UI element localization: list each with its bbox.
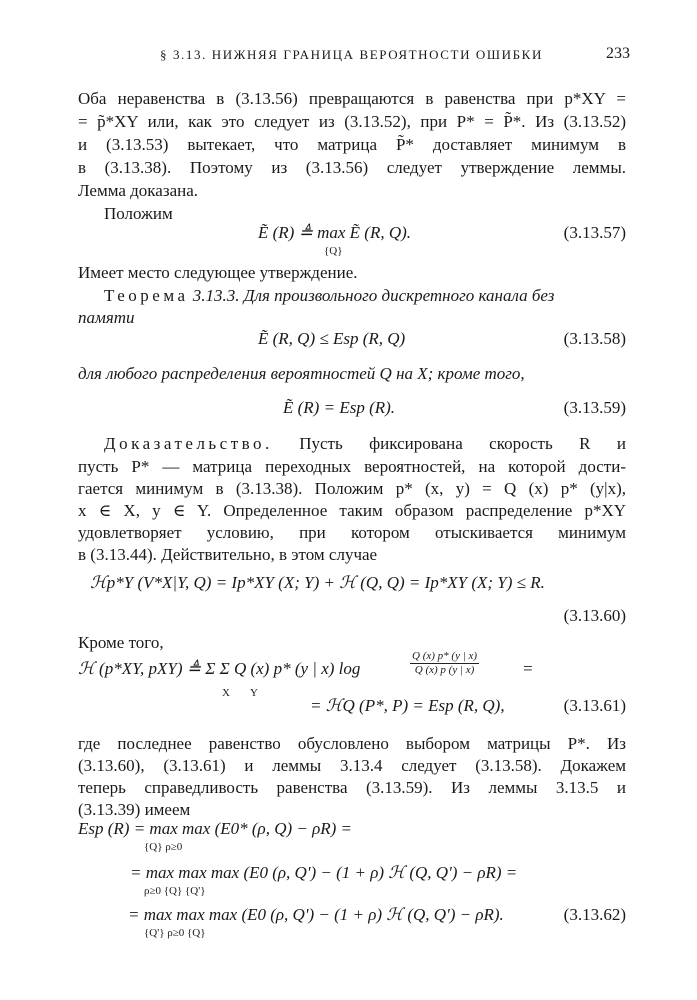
proof-line: удовлетворяет условию, при котором отыскивается минимум <box>78 523 626 542</box>
proof-line: в (3.13.44). Действительно, в этом случае <box>78 545 378 564</box>
equals-sign: = <box>522 659 534 678</box>
text-line: Лемма доказана. <box>78 181 199 200</box>
text-line: Положим <box>104 204 173 223</box>
proof-line: пусть P* — матрица переходных вероятностей, на которой дости- <box>78 457 626 476</box>
equation-expression: = max max max (E0 (ρ, Q') − (1 + ρ) ℋ (Q, Q') − ρR) = <box>130 863 518 882</box>
equation-expression: = ℋQ (P*, P) = Esp (R, Q), <box>310 696 505 715</box>
equation-lhs: ℋ (p*XY, pXY) ≜ Σ Σ Q (x) p* (y | x) log <box>78 659 361 678</box>
text-line: (3.13.39) имеем <box>78 800 191 819</box>
fraction-denominator: Q (x) p (y | x) <box>414 664 475 676</box>
text-line: = p̃*XY или, как это следует из (3.13.52), при P* = P̃*. Из (3.13.52) <box>78 112 626 131</box>
theorem-line <box>104 285 626 307</box>
text-line: (3.13.60), (3.13.61) и леммы 3.13.4 следует (3.13.58). Докажем <box>78 756 626 775</box>
text-line: и (3.13.53) вытекает, что матрица P̃* доставляет минимум в <box>78 135 626 154</box>
theorem-word: Теорема <box>104 286 189 305</box>
proof-line: гается минимум в (3.13.38). Положим p* (x, y) = Q (x) p* (y|x), <box>78 479 626 498</box>
theorem-line: для любого распределения вероятностей Q на X; кроме того, <box>78 364 525 383</box>
sum-subscript-y: Y <box>250 687 258 699</box>
equation-number: (3.13.58) <box>563 329 626 348</box>
sum-subscript-x: X <box>222 687 230 699</box>
running-header <box>160 47 630 63</box>
equation-expression: Esp (R) = max max (E0* (ρ, Q) − ρR) = <box>78 819 353 838</box>
equation-expression: Ẽ (R) ≜ max Ẽ (R, Q). <box>258 223 412 242</box>
text-line: Кроме того, <box>78 633 164 652</box>
text-line: Имеет место следующее утверждение. <box>78 263 358 282</box>
equation-expression: = max max max (E0 (ρ, Q') − (1 + ρ) ℋ (Q, Q') − ρR). <box>128 905 504 924</box>
text-line: в (3.13.38). Поэтому из (3.13.56) следует утверждение леммы. <box>78 158 626 177</box>
equation-number: (3.13.61) <box>563 696 626 715</box>
equation-expression: Ẽ (R) = Esp (R). <box>283 398 396 417</box>
fraction-numerator: Q (x) p* (y | x) <box>412 650 478 662</box>
text-line: теперь справедливость равенства (3.13.59). Из леммы 3.13.5 и <box>78 778 626 797</box>
equation-number: (3.13.59) <box>563 398 626 417</box>
equation-subscript: {Q} ρ≥0 <box>144 841 183 853</box>
equation-number: (3.13.62) <box>563 905 626 924</box>
proof-line: x ∈ X, y ∈ Y. Определенное таким образом распределение p*XY <box>78 501 626 520</box>
theorem-text: 3.13.3. Для произвольного дискретного канала без <box>192 286 555 305</box>
proof-text: Пусть фиксирована скорость R и <box>299 434 627 453</box>
text-line: где последнее равенство обусловлено выбором матрицы P*. Из <box>78 734 626 753</box>
equation-subscript: ρ≥0 {Q} {Q'} <box>144 885 206 897</box>
equation-expression: Ẽ (R, Q) ≤ Esp (R, Q) <box>258 329 406 348</box>
theorem-line: памяти <box>78 308 135 327</box>
equation-number: (3.13.60) <box>563 606 626 625</box>
equation-subscript: {Q} <box>324 245 343 257</box>
proof-line <box>104 433 626 455</box>
proof-word: Доказательство. <box>104 434 273 453</box>
section-title: § 3.13. НИЖНЯЯ ГРАНИЦА ВЕРОЯТНОСТИ ОШИБКИ <box>160 47 543 62</box>
equation-expression: ℋp*Y (V*X|Y, Q) = Ip*XY (X; Y) + ℋ (Q, Q) = Ip*XY (X; Y) ≤ R. <box>90 573 545 592</box>
equation-subscript: {Q'} ρ≥0 {Q} <box>144 927 206 939</box>
equation-fraction <box>410 650 479 677</box>
text-line: Оба неравенства в (3.13.56) превращаются в равенства при p*XY = <box>78 89 626 108</box>
equation-number: (3.13.57) <box>563 223 626 242</box>
page-number: 233 <box>606 45 630 62</box>
